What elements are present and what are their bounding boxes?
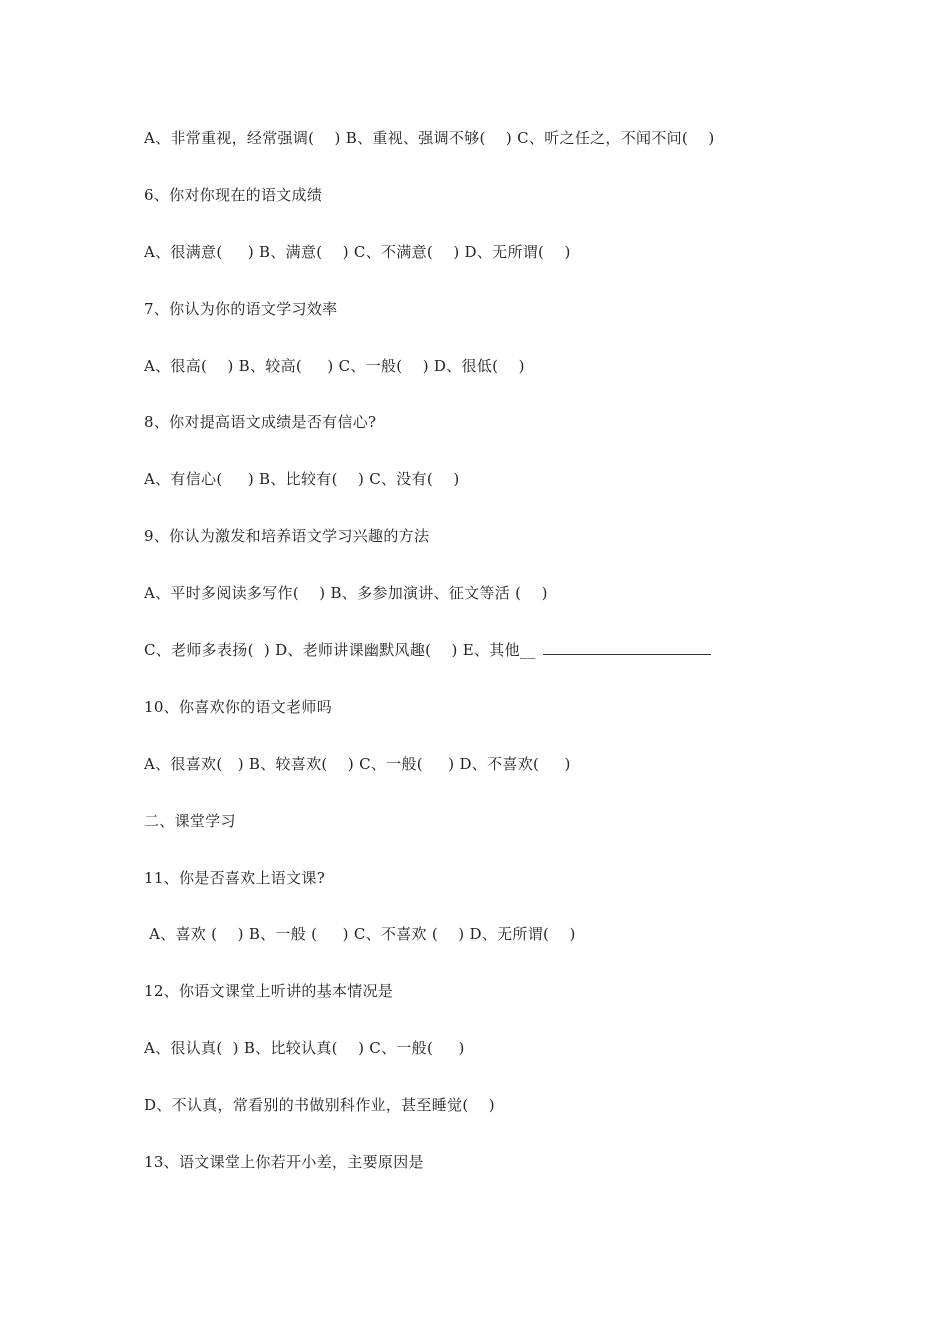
q7-question: 7、你认为你的语文学习效率: [144, 300, 338, 318]
q12-options-abc: A、很认真( ) B、比较认真( ) C、一般( ): [144, 1039, 465, 1057]
q13-question: 13、语文课堂上你若开小差，主要原因是: [144, 1153, 424, 1171]
q10-options: A、很喜欢( ) B、较喜欢( ) C、一般( ) D、不喜欢( ): [144, 755, 571, 773]
q5-options: A、非常重视，经常强调( ) B、重视、强调不够( ) C、听之任之，不闻不问( ): [144, 129, 715, 147]
q11-options: A、喜欢 ( ) B、一般 ( ) C、不喜欢 ( ) D、无所谓( ): [144, 925, 576, 943]
q6-question: 6、你对你现在的语文成绩: [144, 186, 323, 204]
q9-options-ab: A、平时多阅读多写作( ) B、多参加演讲、征文等活 ( ): [144, 584, 548, 602]
answer-blank-line: [543, 640, 711, 655]
section-heading-classroom: 二、课堂学习: [144, 812, 236, 830]
q9-options-cde-text: C、老师多表扬( ) D、老师讲课幽默风趣( ) E、其他__: [144, 641, 541, 659]
q12-question: 12、你语文课堂上听讲的基本情况是: [144, 982, 394, 1000]
q7-options: A、很高( ) B、较高( ) C、一般( ) D、很低( ): [144, 357, 525, 375]
q9-options-cde: [144, 640, 711, 660]
q12-option-d: D、不认真，常看别的书做别科作业，甚至睡觉( ): [144, 1096, 495, 1114]
q8-question: 8、你对提高语文成绩是否有信心?: [144, 413, 377, 431]
q6-options: A、很满意( ) B、满意( ) C、不满意( ) D、无所谓( ): [144, 243, 571, 261]
q8-options: A、有信心( ) B、比较有( ) C、没有( ): [144, 470, 460, 488]
q11-question: 11、你是否喜欢上语文课?: [144, 869, 326, 887]
q9-question: 9、你认为激发和培养语文学习兴趣的方法: [144, 527, 430, 545]
q10-question: 10、你喜欢你的语文老师吗: [144, 698, 332, 716]
